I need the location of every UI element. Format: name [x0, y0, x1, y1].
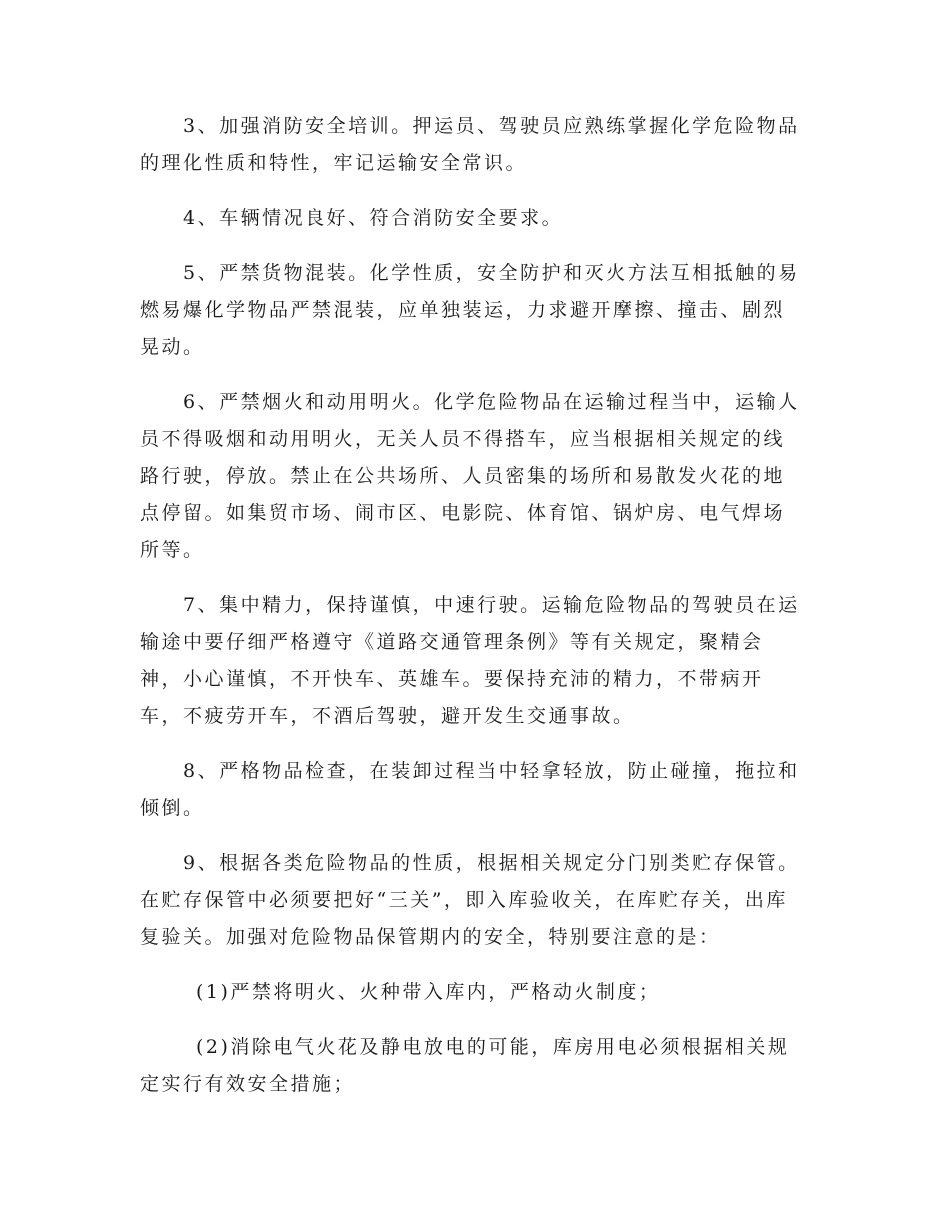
paragraph-item-5: 5、严禁货物混装。化学性质，安全防护和灭火方法互相抵触的易燃易爆化学物品严禁混装，应单独装运，力求避开摩擦、撞击、剧烈晃动。 — [140, 262, 800, 358]
document-body — [140, 108, 805, 1121]
paragraph-item-8: 8、严格物品检查，在装卸过程当中轻拿轻放，防止碰撞，拖拉和倾倒。 — [140, 760, 800, 819]
paragraph-item-9: 9、根据各类危险物品的性质，根据相关规定分门别类贮存保管。在贮存保管中必须要把好“三关”，即入库验收关，在库贮存关，出库复验关。加强对危险物品保管期内的安全，特别要注意的是： — [140, 852, 800, 948]
paragraph-item-7: 7、集中精力，保持谨慎，中速行驶。运输危险物品的驾驶员在运输途中要仔细严格遵守《道路交通管理条例》等有关规定，聚精会神，小心谨慎，不开快车、英雄车。要保持充沛的精力，不带病开车，不疲劳开车，不酒后驾驶，避开发生交通事故。 — [140, 594, 800, 727]
sub-item-2: (2)消除电气火花及静电放电的可能，库房用电必须根据相关规定实行有效安全措施； — [140, 1036, 790, 1095]
sub-item-1: (1)严禁将明火、火种带入库内，严格动火制度； — [196, 981, 661, 1003]
paragraph-item-6: 6、严禁烟火和动用明火。化学危险物品在运输过程当中，运输人员不得吸烟和动用明火，无关人员不得搭车，应当根据相关规定的线路行驶，停放。禁止在公共场所、人员密集的场所和易散发火花的地点停留。如集贸市场、闹市区、电影院、体育馆、锅炉房、电气焊场所等。 — [140, 391, 800, 561]
paragraph-item-4: 4、车辆情况良好、符合消防安全要求。 — [183, 207, 564, 229]
paragraph-item-3: 3、加强消防安全培训。押运员、驾驶员应熟练掌握化学危险物品的理化性质和特性，牢记运输安全常识。 — [140, 115, 800, 174]
